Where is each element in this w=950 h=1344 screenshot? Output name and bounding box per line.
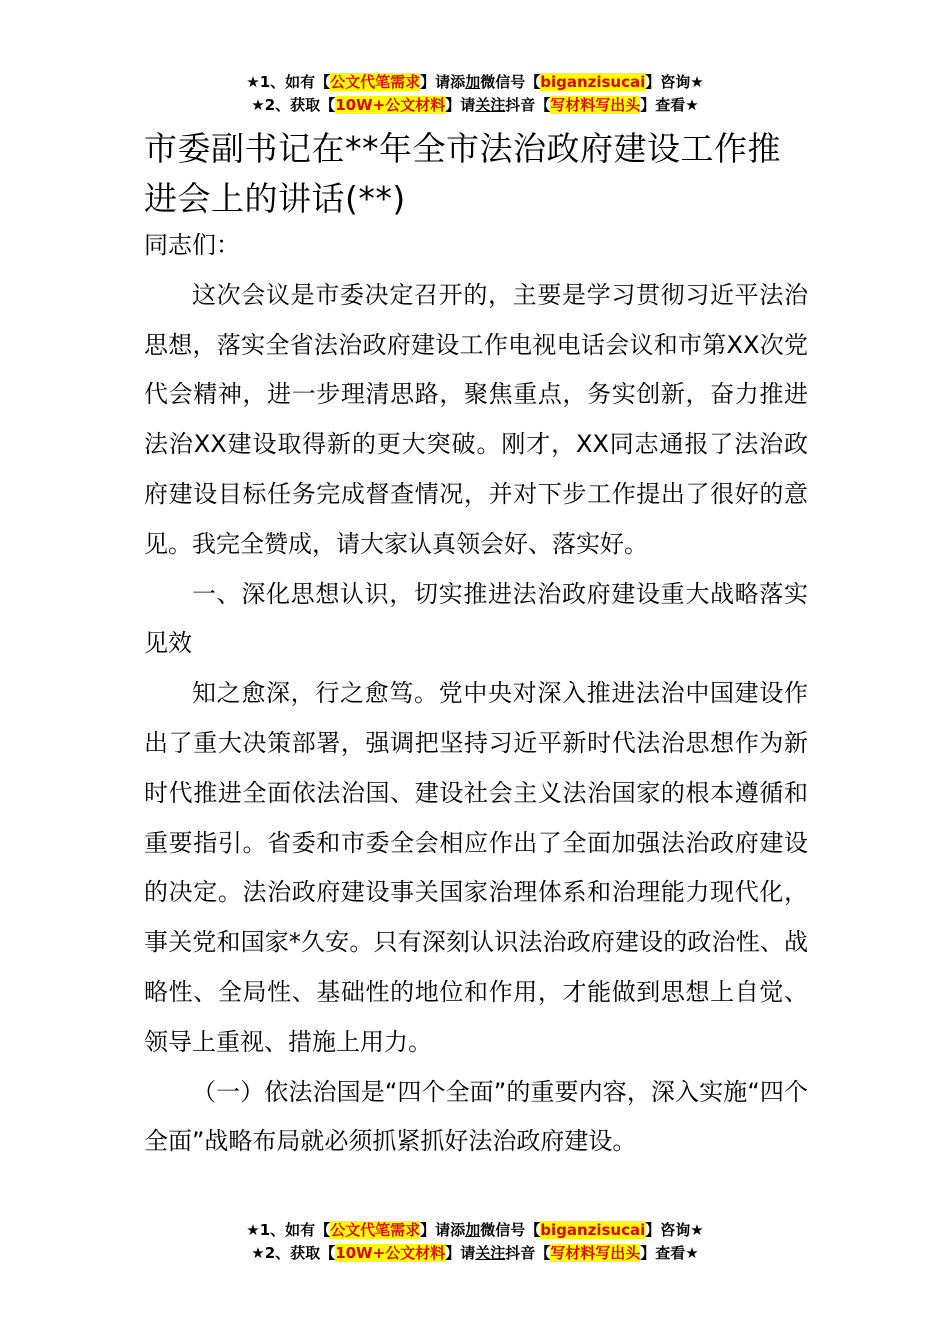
promo-banner-bottom-line2 xyxy=(0,1241,950,1265)
section-heading-1: 一、深化思想认识，切实推进法治政府建设重大战略落实见效 xyxy=(144,579,808,658)
promo-text: ★1、如有【 xyxy=(246,1221,331,1239)
salutation: 同志们： xyxy=(144,231,240,259)
document-title: 市委副书记在**年全市法治政府建设工作推进会上的讲话(**) xyxy=(144,129,781,218)
promo-text: ★2、获取【 xyxy=(251,96,336,114)
promo-text: 】咨询★ xyxy=(645,1221,704,1239)
promo-text: 】请 xyxy=(445,1244,476,1262)
paragraph-section-1: 知之愈深，行之愈笃。党中央对深入推进法治中国建设作出了重大决策部署，强调把坚持习近平新时代法治思想作为新时代推进全面依法治国、建设社会主义法治国家的根本遵循和重要指引。省委和市委全会相应作出了全面加强法治政府建设的决定。法治政府建设事关国家治理体系和治理能力现代化，事关党和国家*久安。只有深刻认识法治政府建设的政治性、战略性、全局性、基础性的地位和作用，才能做到思想上自觉、领导上重视、措施上用力。 xyxy=(144,679,808,1056)
promo-highlight: 写材料写出头 xyxy=(550,1244,641,1262)
promo-text: 】查看★ xyxy=(640,1244,699,1262)
promo-text: 微信号【 xyxy=(480,1221,541,1239)
promo-text: 】查看★ xyxy=(640,96,699,114)
promo-highlight: 10W+公文材料 xyxy=(335,1244,446,1262)
promo-highlight: 公文代笔需求 xyxy=(330,73,421,91)
promo-highlight: biganzisucai xyxy=(540,1221,646,1239)
promo-highlight: biganzisucai xyxy=(540,73,646,91)
paragraph-intro: 这次会议是市委决定召开的，主要是学习贯彻习近平法治思想，落实全省法治政府建设工作电视电话会议和市第XX次党代会精神，进一步理清思路，聚焦重点，务实创新，奋力推进法治XX建设取得新的更大突破。刚才，XX同志通报了法治政府建设目标任务完成督查情况，并对下步工作提出了很好的意见。我完全赞成，请大家认真领会好、落实好。 xyxy=(144,280,808,558)
promo-text: 抖音【 xyxy=(505,1244,551,1262)
promo-banner-bottom-line1 xyxy=(0,1218,950,1242)
promo-text: 微信号【 xyxy=(480,73,541,91)
promo-banner-top-line2 xyxy=(0,93,950,117)
promo-text: ★2、获取【 xyxy=(251,1244,336,1262)
promo-highlight: 公文代笔需求 xyxy=(330,1221,421,1239)
promo-text: 抖音【 xyxy=(505,96,551,114)
document-body xyxy=(144,221,808,1167)
promo-underline: 关注 xyxy=(475,96,506,114)
promo-highlight: 写材料写出头 xyxy=(550,96,641,114)
promo-banner-top-line1 xyxy=(0,70,950,94)
promo-highlight: 10W+公文材料 xyxy=(335,96,446,114)
subsection-heading-1: （一）依法治国是“四个全面”的重要内容，深入实施“四个全面”战略布局就必须抓紧抓好法治政府建设。 xyxy=(144,1077,808,1156)
promo-text: 】请添 xyxy=(420,1221,466,1239)
promo-text: 】请添 xyxy=(420,73,466,91)
promo-underline: 关注 xyxy=(475,1244,506,1262)
promo-text: 】请 xyxy=(445,96,476,114)
promo-underline: 加 xyxy=(465,73,481,91)
promo-underline: 加 xyxy=(465,1221,481,1239)
promo-text: 】咨询★ xyxy=(645,73,704,91)
promo-text: ★1、如有【 xyxy=(246,73,331,91)
